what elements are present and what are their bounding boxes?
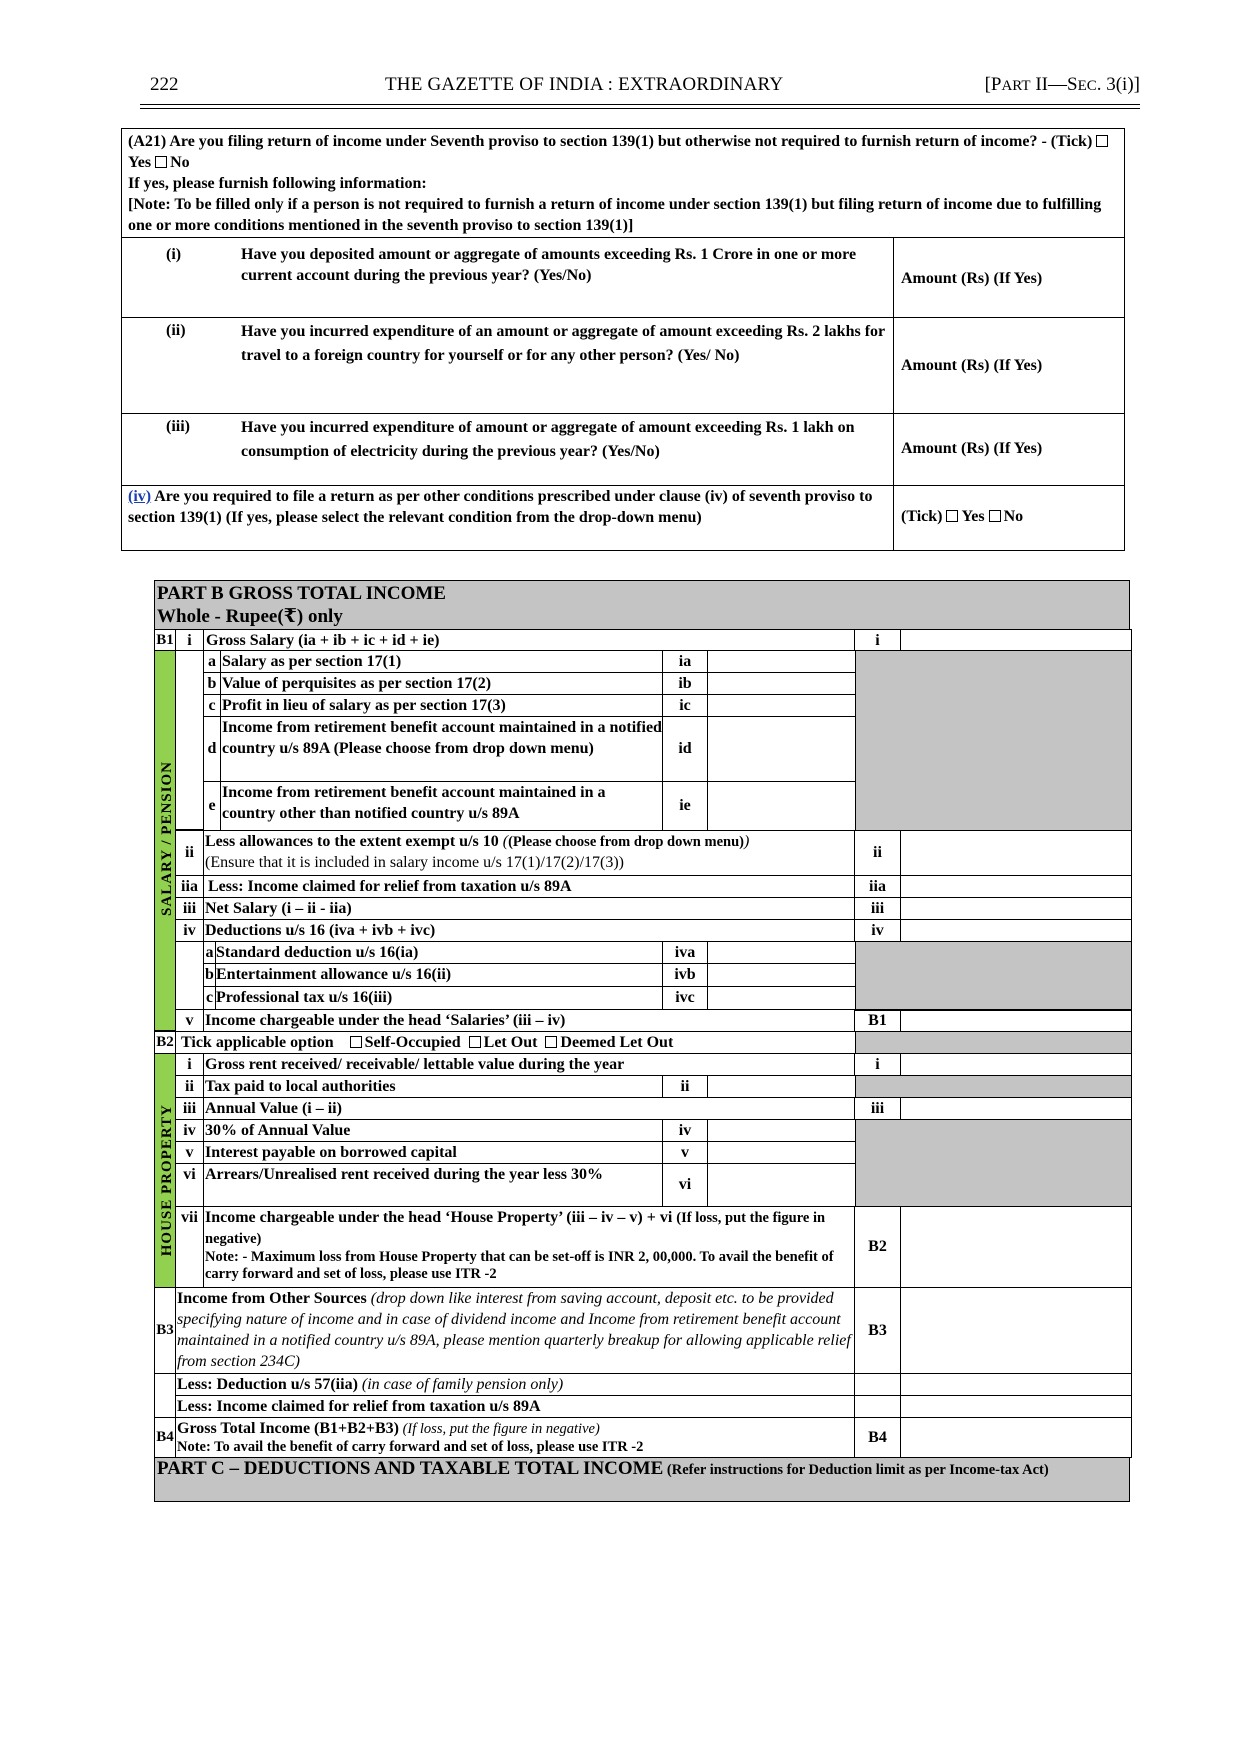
b1-ii-text	[203, 830, 855, 876]
b3-input[interactable]	[900, 1287, 1132, 1374]
b1-iv-sub-spacer	[175, 941, 204, 1010]
b2-row-code: i	[854, 1053, 901, 1076]
b2-row-code: iii	[854, 1097, 901, 1120]
b2-row-code: ii	[662, 1075, 708, 1098]
b1-sub-letter: b	[203, 672, 221, 695]
amount-label: Amount (Rs) (If Yes)	[901, 270, 1043, 287]
b3-less1-input[interactable]	[900, 1373, 1132, 1396]
b1-iv-num: iv	[175, 919, 204, 942]
a21-row-text: Have you incurred expenditure of an amount or aggregate of amount exceeding Rs. 2 lakhs for travel to a foreign country for yourself or for any other person? (Yes/ No)	[241, 323, 885, 364]
b1-iv-sub-text: Professional tax u/s 16(iii)	[215, 986, 663, 1010]
deemed-let-out-checkbox[interactable]	[545, 1036, 557, 1048]
a21-iv-link[interactable]: (iv)	[128, 488, 152, 505]
b1-iii-code: iii	[854, 897, 901, 920]
page-header	[140, 74, 1140, 104]
b4-input[interactable]	[900, 1417, 1132, 1458]
b2-tick-greyed	[855, 1031, 1132, 1054]
self-occupied-label: Self-Occupied	[364, 1034, 461, 1051]
b1-sub-input[interactable]	[707, 694, 856, 717]
b1-sub-text: Income from retirement benefit account maintained in a notified country u/s 89A (Please choose from drop down menu)	[220, 716, 663, 782]
b1-ii-label: Less allowances to the extent exempt u/s 10	[205, 833, 499, 850]
b1-sub-code: ic	[662, 694, 708, 717]
partc-title: PART C – DEDUCTIONS AND TAXABLE TOTAL INCOME	[157, 1458, 664, 1479]
a21-yes-label: Yes	[128, 154, 152, 171]
gazette-title: THE GAZETTE OF INDIA : EXTRAORDINARY	[385, 74, 784, 95]
b2-row-input[interactable]	[707, 1141, 856, 1164]
b1-sub-letter: c	[203, 694, 221, 717]
b1-iv-sub-letter: c	[203, 986, 216, 1010]
b2-row-input[interactable]	[707, 1075, 856, 1098]
b4-row-code: B4	[854, 1417, 901, 1458]
a21-row-num: (ii)	[166, 322, 186, 339]
partb-header	[154, 580, 1130, 630]
b2-vii-num: vii	[175, 1206, 204, 1288]
b2-row-input[interactable]	[707, 1119, 856, 1142]
let-out-label: Let Out	[483, 1034, 538, 1051]
b2-code: B2	[154, 1031, 176, 1054]
a21-row-iv	[121, 485, 894, 551]
b4-note: Note: To avail the benefit of carry forward and set of loss, please use ITR -2	[177, 1439, 644, 1455]
b1-sub-input[interactable]	[707, 672, 856, 695]
page-number: 222	[150, 74, 179, 95]
b3-code: B3	[154, 1287, 176, 1374]
b2-vii-input[interactable]	[900, 1206, 1132, 1288]
b1-sub-letter: d	[203, 716, 221, 782]
b3-less1-text	[175, 1373, 855, 1396]
b2-row-code: iv	[662, 1119, 708, 1142]
b1-i-input[interactable]	[900, 629, 1132, 651]
b2-row-num: v	[175, 1141, 204, 1164]
b4-text	[175, 1417, 855, 1458]
b1-v-text: Income chargeable under the head ‘Salaries’ (iii – iv)	[203, 1009, 855, 1032]
a21-no-label: No	[170, 154, 190, 171]
b2-ii-greyed	[855, 1075, 1132, 1098]
iv-no-checkbox[interactable]	[989, 510, 1001, 522]
a21-row-i	[121, 237, 894, 318]
b2-row-num: iv	[175, 1119, 204, 1142]
partb-title: PART B GROSS TOTAL INCOME	[157, 583, 446, 604]
b1-sub-code: ia	[662, 650, 708, 673]
b2-iv-vi-greyed	[855, 1119, 1132, 1207]
partc-header	[154, 1457, 1130, 1502]
b1-iv-sub-input[interactable]	[707, 986, 856, 1010]
b2-row-text: Tax paid to local authorities	[203, 1075, 663, 1098]
partb-subtitle-end: ) only	[296, 606, 343, 627]
amount-label: Amount (Rs) (If Yes)	[901, 357, 1043, 374]
b2-vii-small: (If loss, put the figure in negative)	[205, 1210, 826, 1247]
b1-iv-sub-input[interactable]	[707, 963, 856, 987]
b2-row-text: Gross rent received/ receivable/ lettable value during the year	[203, 1053, 855, 1076]
b4-label: Gross Total Income (B1+B2+B3)	[177, 1420, 399, 1437]
b1-iv-sub-code: ivc	[662, 986, 708, 1010]
b1-sub-text: Profit in lieu of salary as per section 17(3)	[220, 694, 663, 717]
iv-yes-label: Yes	[961, 508, 985, 525]
b1-iv-sub-code: ivb	[662, 963, 708, 987]
a21-row-iii-amount[interactable]	[893, 413, 1125, 486]
b1-iia-text: Less: Income claimed for relief from taxation u/s 89A	[203, 875, 855, 898]
salary-sidebar	[154, 650, 176, 1031]
b2-row-input[interactable]	[707, 1163, 856, 1207]
tick-label: (Tick)	[901, 508, 943, 525]
b2-row-input[interactable]	[900, 1053, 1132, 1076]
house-property-sidebar	[154, 1053, 176, 1288]
b1-iv-greyed-area	[855, 941, 1132, 1011]
b2-tick-label: Tick applicable option	[181, 1034, 334, 1051]
b2-vii-note: Note: - Maximum loss from House Property that can be set-off is INR 2, 00,000. To avail the benefit of carry forward and set of loss, please use ITR -2	[205, 1249, 834, 1282]
b1-sub-text: Value of perquisites as per section 17(2)	[220, 672, 663, 695]
a21-row-num: (i)	[166, 246, 182, 263]
b1-iv-sub-text: Standard deduction u/s 16(ia)	[215, 941, 663, 964]
b1-ii-input[interactable]	[900, 830, 1132, 876]
b2-row-num: iii	[175, 1097, 204, 1120]
a21-row-ii	[121, 317, 894, 414]
b4-note-inline: (If loss, put the figure in negative)	[398, 1421, 600, 1437]
b1-v-input[interactable]	[900, 1009, 1132, 1032]
b1-iia-num: iia	[175, 875, 204, 898]
b1-iv-sub-letter: a	[203, 941, 216, 964]
b1-ii-code: ii	[854, 830, 901, 876]
b2-row-num: i	[175, 1053, 204, 1076]
partb-subtitle: Whole - Rupee(	[157, 606, 284, 627]
b3-text	[175, 1287, 855, 1374]
b1-sub-text: Salary as per section 17(1)	[220, 650, 663, 673]
b2-vii-code: B2	[854, 1206, 901, 1288]
rupee-icon: ₹	[283, 606, 297, 627]
paren: )	[743, 833, 750, 850]
a21-row-i-amount[interactable]	[893, 237, 1125, 318]
b2-row-num: vi	[175, 1163, 204, 1207]
house-property-label: HOUSE PROPERTY	[159, 1104, 175, 1257]
a21-iv-text: Are you required to file a return as per other conditions prescribed under clause (iv) of seventh proviso to section 139(1) (If yes, please select the relevant condition from the drop-down menu)	[128, 488, 873, 526]
b1-ii-line2: (Ensure that it is included in salary income u/s 17(1)/17(2)/17(3))	[205, 854, 625, 871]
b1-sub-letter: e	[203, 781, 221, 831]
a21-yes-checkbox[interactable]	[1096, 135, 1108, 147]
b1-iv-text: Deductions u/s 16 (iva + ivb + ivc)	[203, 919, 855, 942]
header-rule	[140, 108, 1140, 109]
b1-iii-num: iii	[175, 897, 204, 920]
a21-row-iii	[121, 413, 894, 486]
b2-row-input[interactable]	[900, 1097, 1132, 1120]
b1-i-text: Gross Salary (ia + ib + ic + id + ie)	[203, 629, 855, 651]
b2-vii-text	[203, 1206, 855, 1288]
b1-iii-text: Net Salary (i – ii - iia)	[203, 897, 855, 920]
b1-i-num: i	[175, 629, 204, 651]
b1-iv-sub-input[interactable]	[707, 941, 856, 964]
b3-less2-code	[854, 1395, 901, 1418]
b1-sub-input[interactable]	[707, 716, 856, 782]
a21-row-text: Have you incurred expenditure of amount or aggregate of amount exceeding Rs. 1 lakh on consumption of electricity during the previous year? (Yes/No)	[241, 419, 855, 460]
paren: (	[502, 833, 509, 850]
a21-row-num: (iii)	[166, 418, 190, 435]
a21-note: [Note: To be filled only if a person is not required to furnish a return of income under section 139(1) but filing return of income due to fulfilling one or more conditions mentioned in the seventh proviso to section 139(1)]	[128, 196, 1102, 234]
a21-row-text: Have you deposited amount or aggregate of amounts exceeding Rs. 1 Crore in one or more current account during the previous year? (Yes/No)	[241, 246, 857, 284]
iv-no-label: No	[1003, 508, 1024, 525]
b1-sub-text: Income from retirement benefit account maintained in a country other than notified country u/s 89A	[220, 781, 663, 831]
b1-iv-code: iv	[854, 919, 901, 942]
b1-iia-input[interactable]	[900, 875, 1132, 898]
b3-less-spacer	[154, 1373, 176, 1418]
b1-v-code: B1	[854, 1009, 901, 1032]
b1-sub-code: ie	[662, 781, 708, 831]
b3-less2-text: Less: Income claimed for relief from taxation u/s 89A	[175, 1395, 855, 1418]
b1-sub-input[interactable]	[707, 781, 856, 831]
b1-ii-small: (Please choose from drop down menu)	[508, 834, 744, 850]
b3-row-code: B3	[854, 1287, 901, 1374]
b2-row-text: Interest payable on borrowed capital	[203, 1141, 663, 1164]
b1-iia-code: iia	[854, 875, 901, 898]
part-section: [PART II—SEC. 3(i)]	[984, 74, 1140, 95]
b2-row-text: Annual Value (i – ii)	[203, 1097, 855, 1120]
deemed-let-out-label: Deemed Let Out	[560, 1034, 674, 1051]
b3-less1-code	[854, 1373, 901, 1396]
a21-no-checkbox[interactable]	[155, 156, 167, 168]
salary-label: SALARY / PENSION	[159, 761, 175, 916]
b1-v-num: v	[175, 1009, 204, 1032]
b2-row-code: v	[662, 1141, 708, 1164]
b1-i-code: i	[854, 629, 901, 651]
b2-row-text: 30% of Annual Value	[203, 1119, 663, 1142]
b3-less2-input[interactable]	[900, 1395, 1132, 1418]
b1-iv-sub-letter: b	[203, 963, 216, 987]
b4-code: B4	[154, 1417, 176, 1458]
b1-code: B1	[154, 629, 176, 651]
a21-question: (A21) Are you filing return of income under Seventh proviso to section 139(1) but otherwise not required to furnish return of income? - (Tick)	[128, 133, 1093, 150]
b2-row-text: Arrears/Unrealised rent received during the year less 30%	[203, 1163, 663, 1207]
b1-iv-sub-text: Entertainment allowance u/s 16(ii)	[215, 963, 663, 987]
a21-row-iv-tick	[893, 485, 1125, 551]
b1-ii-num: ii	[175, 830, 204, 876]
b2-row-code: vi	[662, 1163, 708, 1207]
partc-note: (Refer instructions for Deduction limit as per Income-tax Act)	[663, 1462, 1049, 1478]
header-rule	[140, 104, 1140, 105]
a21-if-yes: If yes, please furnish following information:	[128, 175, 427, 192]
b1-iv-sub-code: iva	[662, 941, 708, 964]
b2-row-num: ii	[175, 1075, 204, 1098]
self-occupied-checkbox[interactable]	[350, 1036, 362, 1048]
b1-sub-code: id	[662, 716, 708, 782]
b1-iv-input[interactable]	[900, 919, 1132, 942]
b2-tick-row	[175, 1031, 856, 1054]
b2-vii-label: Income chargeable under the head ‘House Property’ (iii – iv – v) + vi	[205, 1209, 673, 1226]
b3-less1-label: Less: Deduction u/s 57(iia)	[177, 1376, 358, 1393]
a21-row-ii-amount[interactable]	[893, 317, 1125, 414]
b3-less1-note: (in case of family pension only)	[357, 1376, 564, 1393]
let-out-checkbox[interactable]	[469, 1036, 481, 1048]
amount-label: Amount (Rs) (If Yes)	[901, 440, 1043, 457]
iv-yes-checkbox[interactable]	[946, 510, 958, 522]
b3-description: (drop down like interest from saving account, deposit etc. to be provided specifying nature of income and in case of dividend income and Income from retirement benefit account maintained in a notified country u/s 89A, please mention quarterly breakup for allowing applicable relief from section 234C)	[177, 1290, 851, 1370]
b1-sub-spacer	[175, 650, 204, 830]
b1-sub-code: ib	[662, 672, 708, 695]
a21-question-box	[121, 128, 1125, 238]
b1-greyed-area	[855, 650, 1132, 831]
b3-label: Income from Other Sources	[177, 1290, 367, 1307]
b1-sub-letter: a	[203, 650, 221, 673]
b1-iii-input[interactable]	[900, 897, 1132, 920]
b1-sub-input[interactable]	[707, 650, 856, 673]
